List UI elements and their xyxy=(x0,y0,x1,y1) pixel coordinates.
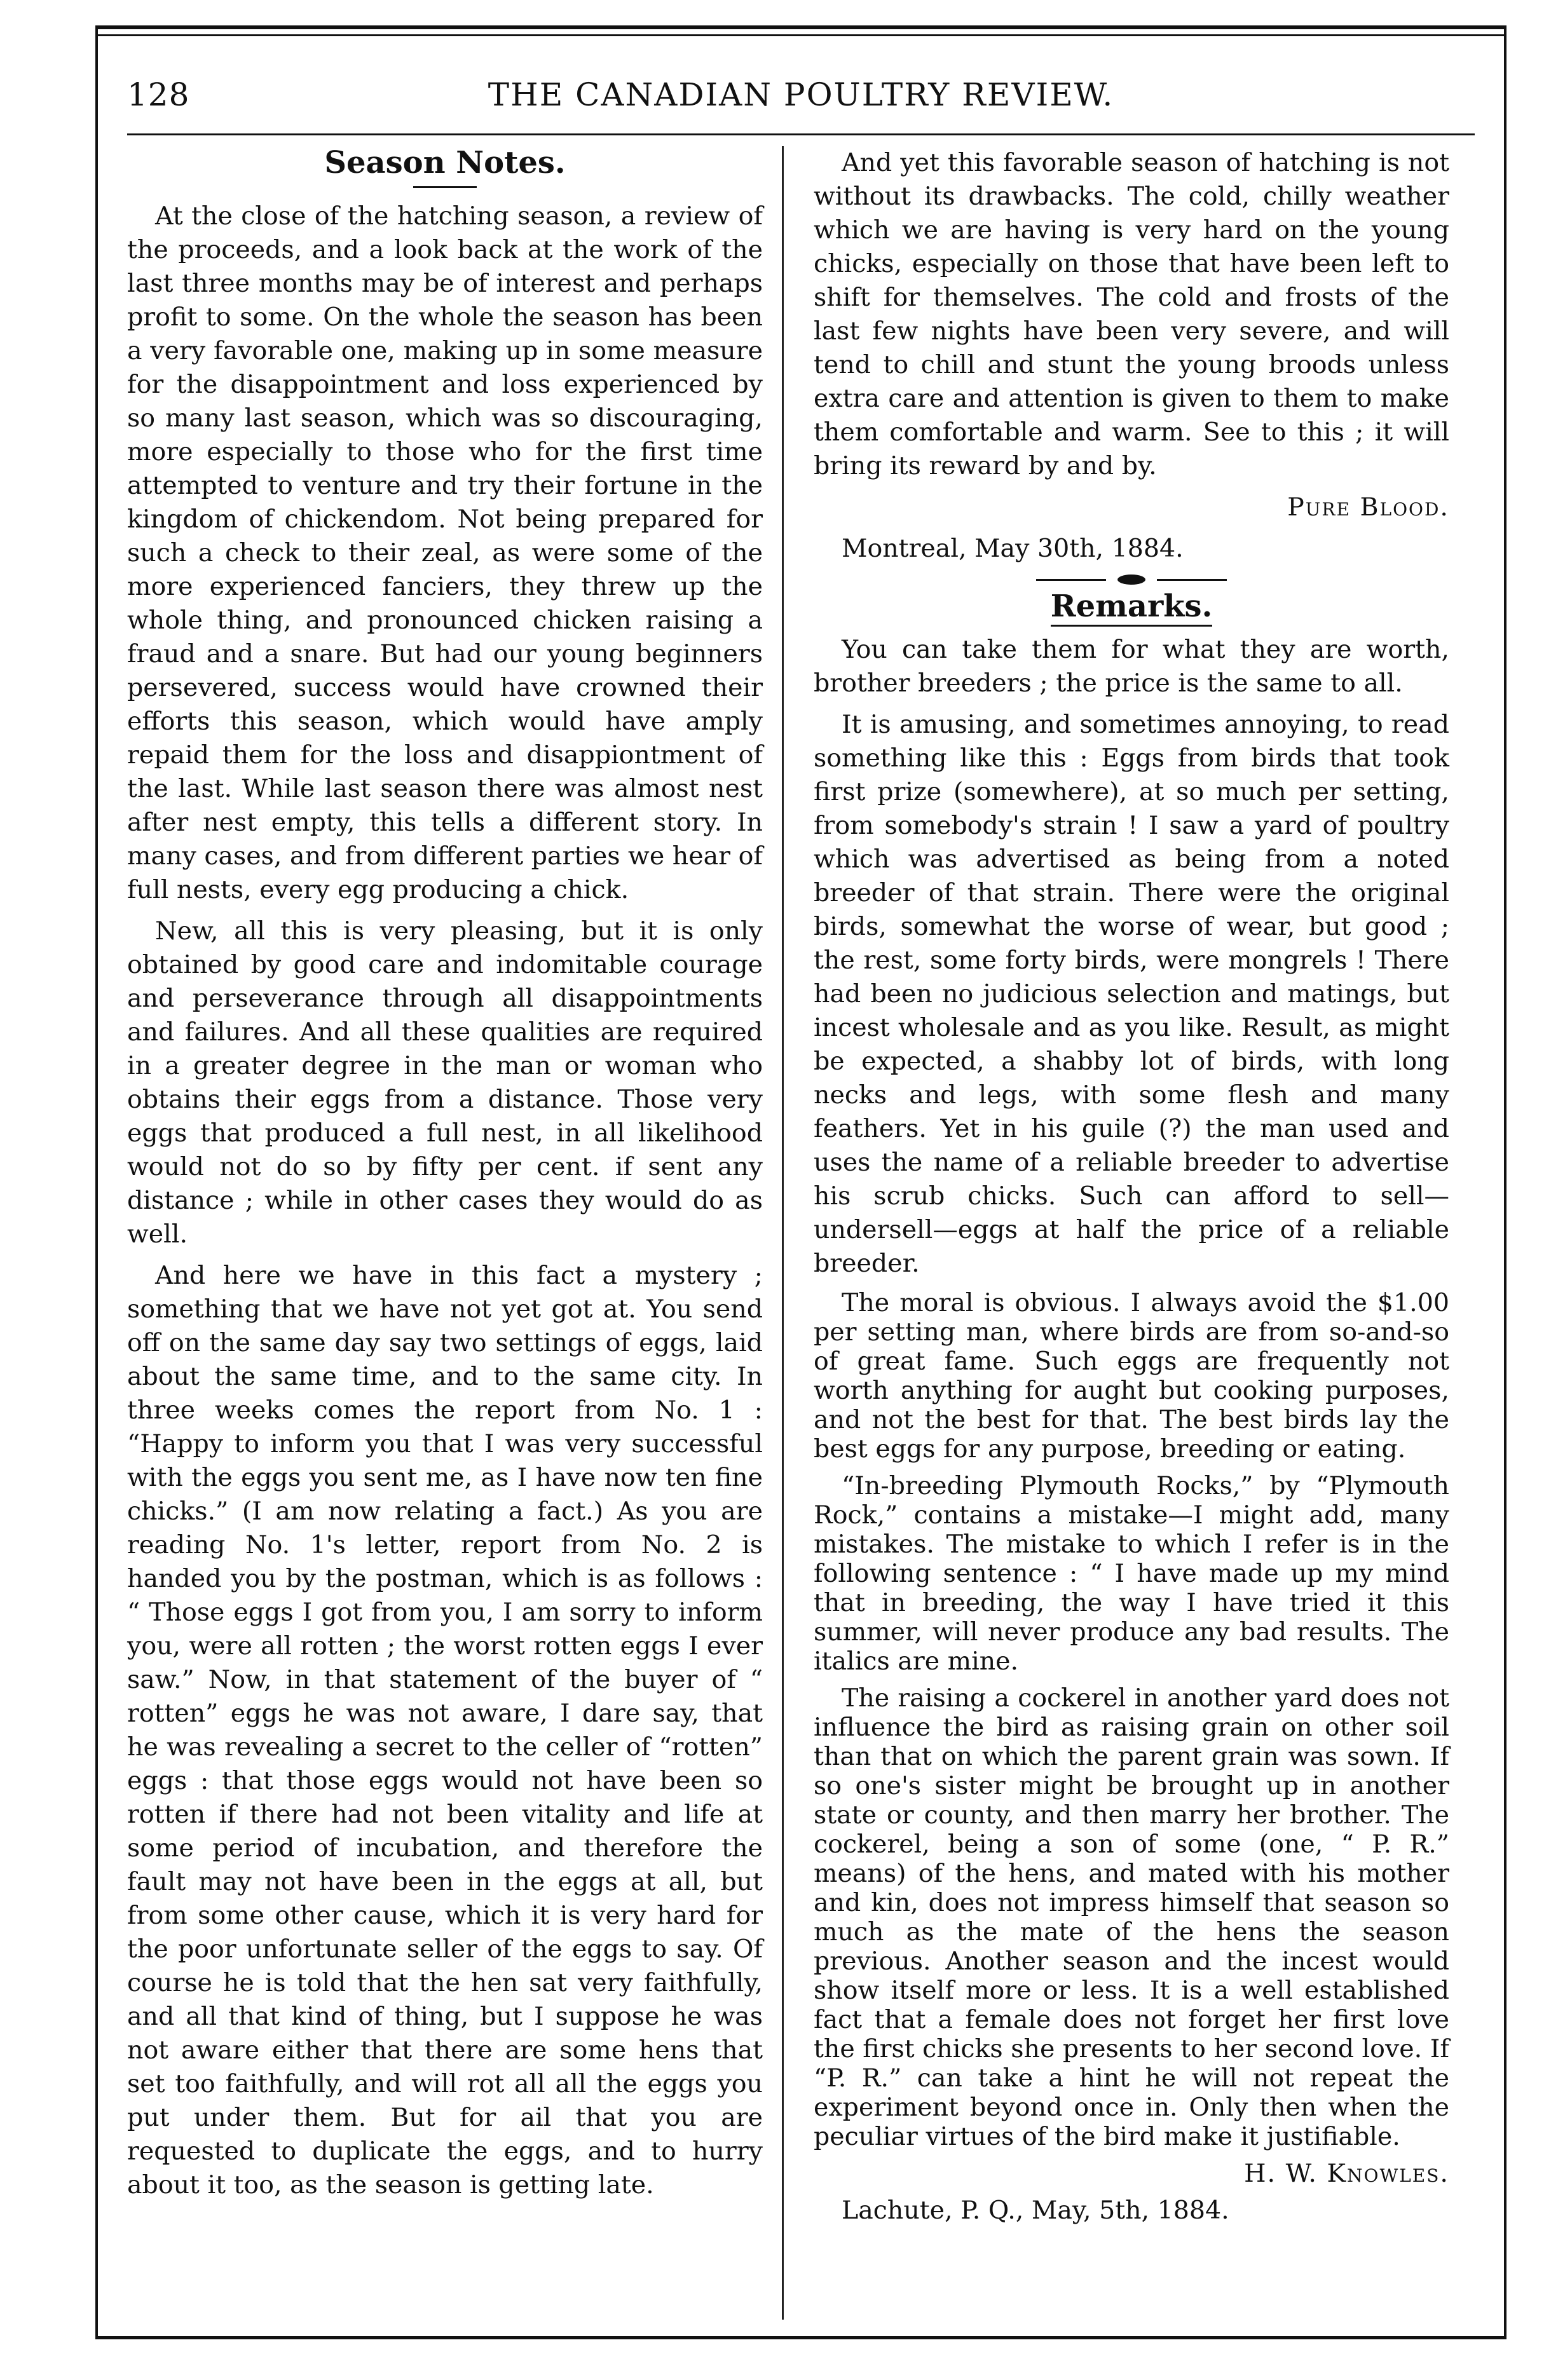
newspaper-page xyxy=(95,25,1506,2351)
season-notes-paragraph-1: At the close of the hatching season, a review of the proceeds, and a look back at the work of the last three months may be of interest and perhaps profit to some. On the whole the season has been a very favorable one, making up in some measure for the disappointment and loss experienced by so many last season, which was so discouraging, more especially to those who for the first time attempted to venture and try their fortune in the kingdom of chickendom. Not being prepared for such a check to their zeal, as were some of the more experienced fanciers, they threw up the whole thing, and pronounced chicken raising a fraud and a snare. But had our young beginners persevered, success would have crowned their efforts this season, which would have amply repaid them for the loss and disappiontment of the last. While last season there was almost nest after nest empty, this tells a different story. In many cases, and from different parties we hear of full nests, every egg producing a chick. xyxy=(127,201,763,904)
header-rule xyxy=(127,133,1475,135)
top-border-rule xyxy=(95,25,1506,29)
remarks-compact-block xyxy=(814,1288,1449,2225)
season-notes-title: Season Notes. xyxy=(324,145,566,180)
remarks-paragraph-3: The moral is obvious. I always avoid the $1.00 per setting man, where birds are from so-and-so of great fame. Such eggs are frequently not worth anything for aught but cooking purposes, and not the best for that. The best birds lay the best eggs for any purpose, breeding or eating. xyxy=(814,1288,1449,1464)
bottom-border-rule xyxy=(95,2336,1506,2339)
remarks-paragraph-1: You can take them for what they are worth, brother breeders ; the price is the same to all. xyxy=(814,635,1449,698)
remarks-paragraph-2: It is amusing, and sometimes annoying, to read something like this : Eggs from birds that took first prize (somewhere), at so much per setting, from somebody's strain ! I saw a yard of poultry which was advertised as being from a noted breeder of that strain. There were the original birds, somewhat the worse of wear, but good ; the rest, some forty birds, were mongrels ! There had been no judicious selection and matings, but incest wholesale and as you like. Result, as might be expected, a shabby lot of birds, with long necks and legs, with some flesh and many feathers. Yet in his guile (?) the man used and uses the name of a reliable breeder to advertise his scrub chicks. Such can afford to sell—undersell—eggs at half the price of a reliable breeder. xyxy=(814,710,1449,1278)
right-border-rule xyxy=(1504,25,1506,2339)
season-notes-paragraph-4: And yet this favorable season of hatching is not without its drawbacks. The cold, chilly weather which we are having is very hard on the young chicks, especially on those that have been left to shift for themselves. The cold and frosts of the last few nights have been very severe, and will tend to chill and stunt the young broods unless extra care and attention is given to them to make them comfortable and warm. See to this ; it will bring its reward by and by. xyxy=(814,148,1449,480)
season-notes-paragraph-3: And here we have in this fact a mystery ; something that we have not yet got at. You send off on the same day say two settings of eggs, laid about the same time, and to the same city. In three weeks comes the report from No. 1 : “Happy to inform you that I was very successful with the eggs you sent me, as I have now ten fine chicks.” (I am now relating a fact.) As you are reading No. 1's letter, report from No. 2 is handed you by the postman, which is as follows : “ Those eggs I got from you, I am sorry to inform you, were all rotten ; the worst rotten eggs I ever saw.” Now, in that statement of the buyer of “ rotten” eggs he was not aware, I dare say, that he was revealing a secret to the celler of “rotten” eggs : that those eggs would not have been so rotten if there had not been vitality and life at some period of incubation, and therefore the fault may not have been in the eggs at all, but from some other cause, which it is very hard for the poor unfortunate seller of the eggs to say. Of course he is told that the hen sat very faithfully, and all that kind of thing, but I suppose he was not aware either that there are some hens that set too faithfully, and will rot all all the eggs you put under them. But for ail that you are requested to duplicate the eggs, and to hurry about it too, as the season is getting late. xyxy=(127,1261,763,2200)
right-column xyxy=(814,146,1449,2233)
remarks-title: Remarks. xyxy=(1051,590,1213,627)
column-divider xyxy=(782,146,784,2320)
remarks-title-wrap xyxy=(814,590,1449,627)
left-column xyxy=(127,146,763,2210)
remarks-dateline: Lachute, P. Q., May, 5th, 1884. xyxy=(842,2196,1229,2225)
left-border-rule xyxy=(95,25,98,2339)
season-notes-dateline: Montreal, May 30th, 1884. xyxy=(842,534,1184,563)
page-header xyxy=(127,64,1475,114)
remarks-signature: H. W. Knowles. xyxy=(1244,2159,1449,2188)
top-border-rule-inner xyxy=(95,34,1506,36)
remarks-paragraph-4: “In-breeding Plymouth Rocks,” by “Plymouth Rock,” contains a mistake—I might add, many mistakes. The mistake to which I refer is in the following sentence : “ I have made up my mind that in breeding, the way I have tried it this summer, will never produce any bad results. The italics are mine. xyxy=(814,1471,1449,1676)
season-notes-paragraph-2: New, all this is very pleasing, but it is only obtained by good care and indomitable courage and perseverance through all disappointments and failures. And all these qualities are required in a greater degree in the man or woman who obtains their eggs from a distance. Those very eggs that produced a full nest, in all likelihood would not do so by fifty per cent. if sent any distance ; while in other cases they would do as well. xyxy=(127,916,763,1249)
section-ornament xyxy=(1036,573,1227,586)
page-number: 128 xyxy=(127,76,190,113)
title-rule xyxy=(413,186,477,188)
season-notes-signature: Pure Blood. xyxy=(1287,493,1449,522)
running-title: THE CANADIAN POULTRY REVIEW. xyxy=(488,76,1114,113)
remarks-paragraph-5: The raising a cockerel in another yard does not influence the bird as raising grain on other soil than that on which the parent grain was sown. If so one's sister might be brought up in another state or county, and then marry her brother. The cockerel, being a son of some (one, “ P. R.” means) of the hens, and mated with his mother and kin, does not impress himself that season so much as the mate of the hens the season previous. Another season and the incest would show itself more or less. It is a well established fact that a female does not forget her first love the first chicks she presents to her second love. If “P. R.” can take a hint he will not repeat the experiment beyond once in. Only then when the peculiar virtues of the bird make it justifiable. xyxy=(814,1683,1449,2151)
